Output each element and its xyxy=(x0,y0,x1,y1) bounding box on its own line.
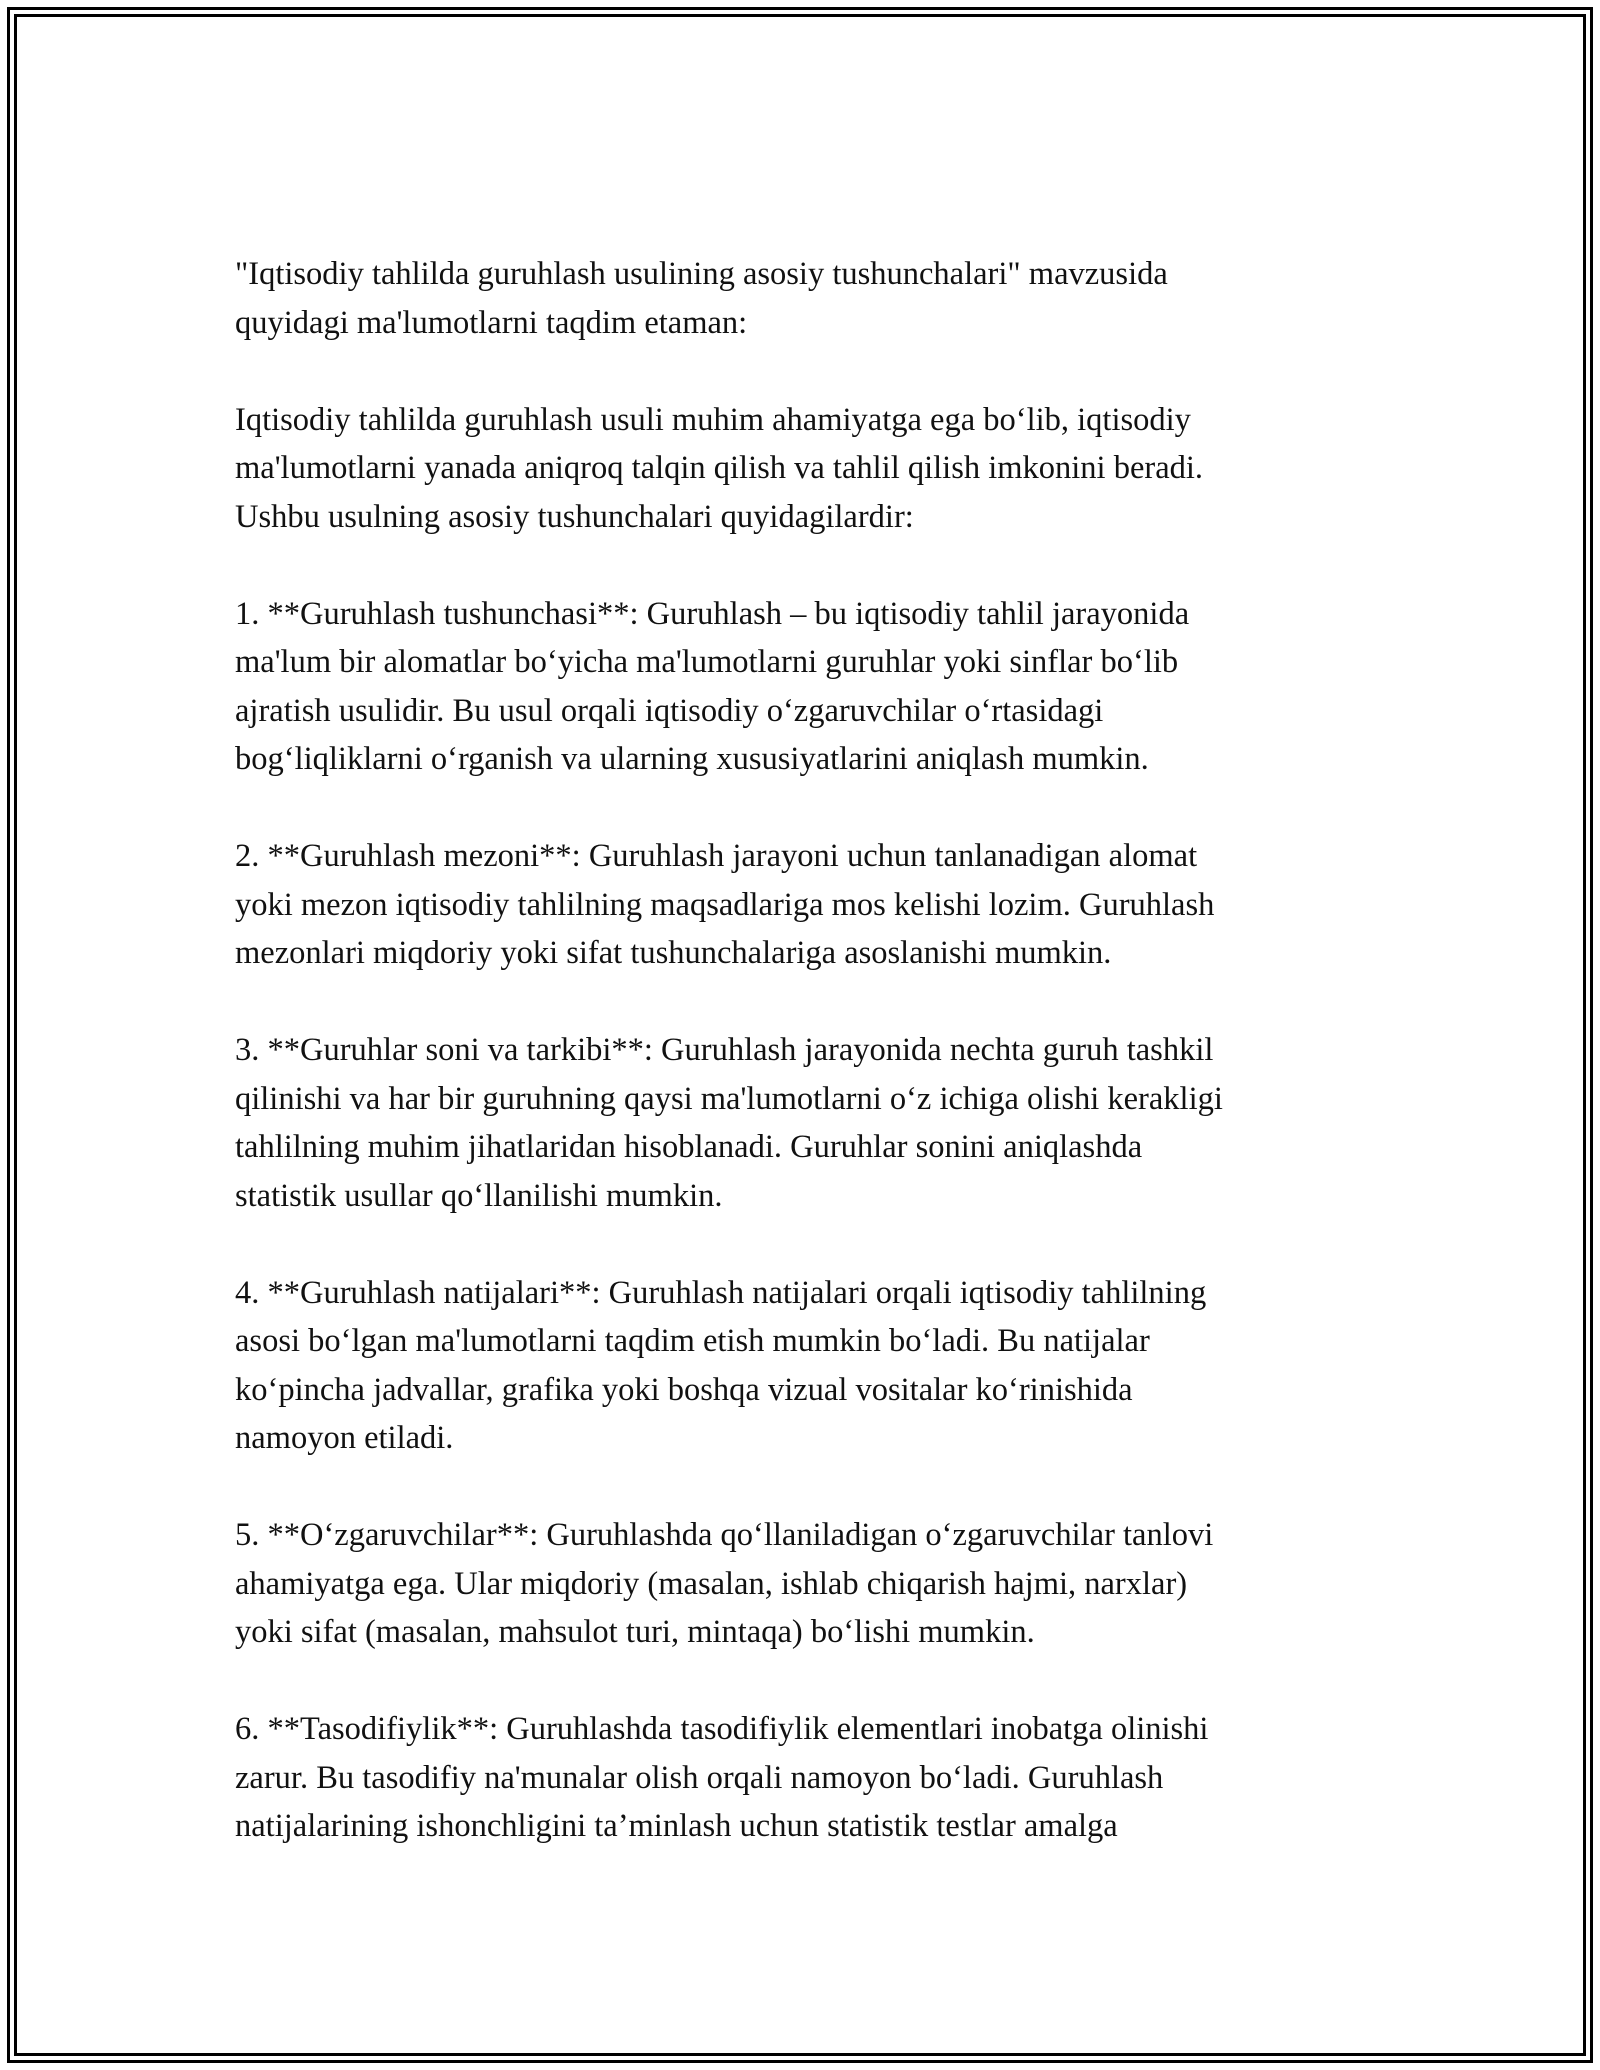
text-line: koʻpincha jadvallar, grafika yoki boshqa vizual vositalar koʻrinishida xyxy=(235,1371,1133,1408)
text-line: tahlilning muhim jihatlaridan hisoblanadi. Guruhlar sonini aniqlashda xyxy=(235,1129,1143,1165)
text-line: ma'lumotlarni yanada aniqroq talqin qilish va tahlil qilish imkonini beradi. xyxy=(235,450,1204,486)
text-line: "Iqtisodiy tahlilda guruhlash usulining asosiy tushunchalari" mavzusida xyxy=(235,256,1168,292)
text-line: Iqtisodiy tahlilda guruhlash usuli muhim ahamiyatga ega boʻlib, iqtisodiy xyxy=(235,401,1191,438)
text-line: asosi boʻlgan ma'lumotlarni taqdim etish mumkin boʻladi. Bu natijalar xyxy=(235,1323,1150,1359)
text-line: natijalarining ishonchligini ta’minlash uchun statistik testlar amalga xyxy=(235,1808,1118,1844)
list-item-4 xyxy=(235,1269,1365,1463)
text-line: 4. **Guruhlash natijalari**: Guruhlash natijalari orqali iqtisodiy tahlilning xyxy=(235,1274,1207,1311)
text-line: ajratish usulidir. Bu usul orqali iqtisodiy oʻzgaruvchilar oʻrtasidagi xyxy=(235,692,1104,729)
text-line: yoki sifat (masalan, mahsulot turi, mintaqa) boʻlishi mumkin. xyxy=(235,1614,1035,1650)
text-line: zarur. Bu tasodifiy na'munalar olish orqali namoyon boʻladi. Guruhlash xyxy=(235,1759,1164,1796)
overview-paragraph xyxy=(235,396,1365,542)
text-line: 3. **Guruhlar soni va tarkibi**: Guruhlash jarayonida nechta guruh tashkil xyxy=(235,1032,1214,1068)
text-line: Ushbu usulning asosiy tushunchalari quyidagilardir: xyxy=(235,498,914,535)
text-line: 1. **Guruhlash tushunchasi**: Guruhlash – bu iqtisodiy tahlil jarayonida xyxy=(235,595,1190,632)
list-item-6 xyxy=(235,1705,1365,1851)
text-line: ma'lum bir alomatlar boʻyicha ma'lumotlarni guruhlar yoki sinflar boʻlib xyxy=(235,644,1179,680)
text-line: qilinishi va har bir guruhning qaysi ma'lumotlarni oʻz ichiga olishi kerakligi xyxy=(235,1080,1223,1117)
text-line: 2. **Guruhlash mezoni**: Guruhlash jarayoni uchun tanlanadigan alomat xyxy=(235,838,1198,874)
text-line: namoyon etiladi. xyxy=(235,1420,454,1456)
text-line: ahamiyatga ega. Ular miqdoriy (masalan, ishlab chiqarish hajmi, narxlar) xyxy=(235,1565,1188,1602)
list-item-1 xyxy=(235,590,1365,784)
text-line: yoki mezon iqtisodiy tahlilning maqsadlariga mos kelishi lozim. Guruhlash xyxy=(235,886,1215,923)
text-line: quyidagi ma'lumotlarni taqdim etaman: xyxy=(235,304,748,341)
text-line: bogʻliqliklarni oʻrganish va ularning xususiyatlarini aniqlash mumkin. xyxy=(235,741,1149,777)
text-line: mezonlari miqdoriy yoki sifat tushunchalariga asoslanishi mumkin. xyxy=(235,935,1112,971)
text-line: 5. **Oʻzgaruvchilar**: Guruhlashda qoʻllaniladigan oʻzgaruvchilar tanlovi xyxy=(235,1517,1214,1553)
document-body xyxy=(235,250,1365,1899)
list-item-3 xyxy=(235,1026,1365,1220)
text-line: statistik usullar qoʻllanilishi mumkin. xyxy=(235,1177,723,1214)
list-item-2 xyxy=(235,832,1365,978)
text-line: 6. **Tasodifiylik**: Guruhlashda tasodifiylik elementlari inobatga olinishi xyxy=(235,1711,1209,1747)
list-item-5 xyxy=(235,1511,1365,1657)
intro-paragraph xyxy=(235,250,1365,347)
